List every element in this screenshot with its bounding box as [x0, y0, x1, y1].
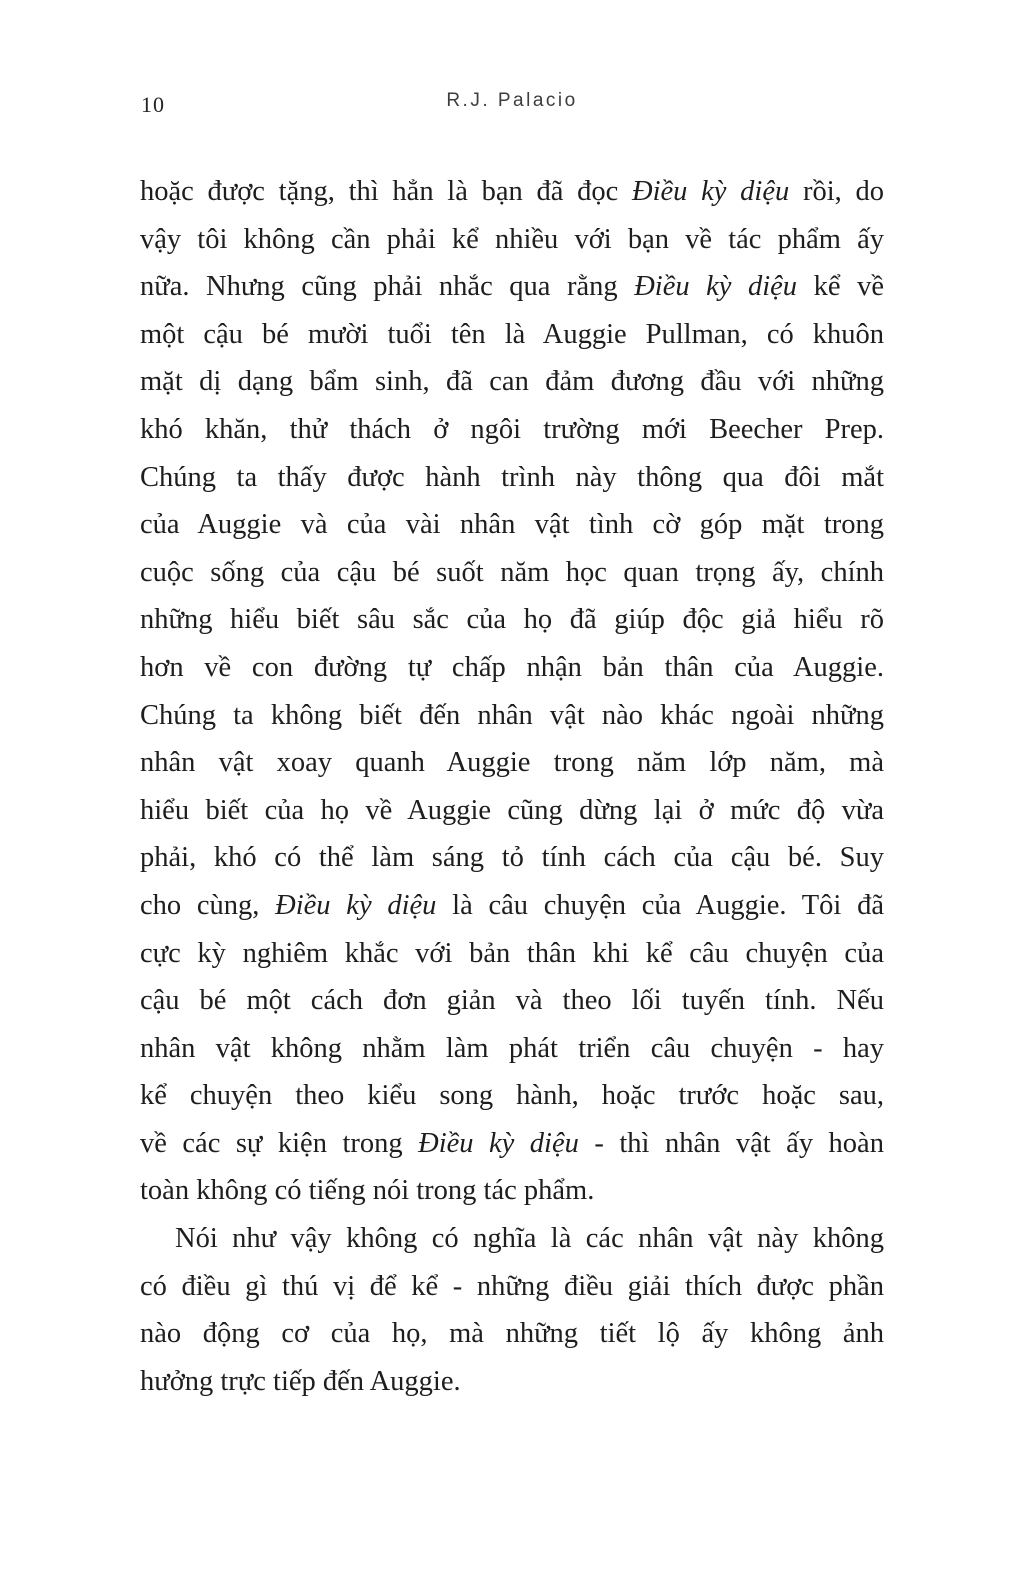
text-line — [140, 882, 884, 930]
text-run: rồi, do — [789, 176, 884, 207]
text-run: là câu chuyện của Auggie. Tôi đã — [436, 889, 884, 921]
text-line — [140, 739, 884, 787]
text-line — [140, 311, 884, 359]
page-number: 10 — [141, 92, 165, 117]
text-line — [140, 1120, 884, 1168]
text-line — [140, 216, 884, 264]
text-line — [140, 596, 884, 644]
text-line — [140, 1025, 884, 1073]
text-line — [140, 168, 884, 216]
text-run: Chúng ta không biết đến nhân vật nào khác ngoài những — [140, 699, 884, 731]
text-line — [140, 501, 884, 549]
text-run: một cậu bé mười tuổi tên là Auggie Pullman, có khuôn — [140, 318, 884, 350]
text-run: kể về — [797, 271, 884, 303]
book-title-italic: Điều kỳ diệu — [632, 176, 790, 207]
text-run: có điều gì thú vị để kể - những điều giải thích được phần — [140, 1270, 884, 1302]
text-run: nhân vật không nhằm làm phát triển câu chuyện - hay — [140, 1032, 884, 1064]
text-line — [140, 358, 884, 406]
page-header — [0, 90, 1024, 122]
text-line — [140, 1263, 884, 1311]
text-run: Nói như vậy không có nghĩa là các nhân vật này không — [175, 1223, 884, 1255]
body-text — [140, 168, 884, 1405]
text-run: - thì nhân vật ấy hoàn — [578, 1127, 884, 1159]
text-run: về các sự kiện trong — [140, 1127, 419, 1159]
text-line — [140, 1167, 884, 1215]
text-run: nào động cơ của họ, mà những tiết lộ ấy không ảnh — [140, 1318, 884, 1350]
text-line — [140, 406, 884, 454]
text-line — [140, 549, 884, 597]
text-run: hơn về con đường tự chấp nhận bản thân của Auggie. — [140, 651, 884, 683]
book-title-italic: Điều kỳ diệu — [418, 1127, 579, 1159]
text-line — [140, 1215, 884, 1263]
text-line — [140, 787, 884, 835]
text-line — [140, 692, 884, 740]
text-run: hiểu biết của họ về Auggie cũng dừng lại ở mức độ vừa — [140, 794, 884, 826]
running-head: R.J. Palacio — [446, 90, 578, 111]
paragraph — [140, 1215, 884, 1405]
text-run: kể chuyện theo kiểu song hành, hoặc trước hoặc sau, — [140, 1080, 884, 1112]
text-line — [140, 1072, 884, 1120]
text-line — [140, 834, 884, 882]
text-run: hưởng trực tiếp đến Auggie. — [140, 1365, 461, 1397]
text-line — [140, 977, 884, 1025]
text-line — [140, 930, 884, 978]
text-run: cuộc sống của cậu bé suốt năm học quan trọng ấy, chính — [140, 556, 884, 588]
text-run: những hiểu biết sâu sắc của họ đã giúp độc giả hiểu rõ — [140, 604, 884, 636]
text-run: của Auggie và của vài nhân vật tình cờ góp mặt trong — [140, 509, 884, 541]
text-run: toàn không có tiếng nói trong tác phẩm. — [140, 1175, 595, 1207]
text-run: khó khăn, thử thách ở ngôi trường mới Beecher Prep. — [140, 413, 884, 445]
text-run: vậy tôi không cần phải kể nhiều với bạn về tác phẩm ấy — [140, 223, 884, 255]
text-run: nhân vật xoay quanh Auggie trong năm lớp năm, mà — [140, 747, 884, 779]
text-line — [140, 1310, 884, 1358]
text-run: cho cùng, — [140, 889, 276, 921]
book-title-italic: Điều kỳ diệu — [275, 889, 437, 921]
text-run: cậu bé một cách đơn giản và theo lối tuyến tính. Nếu — [140, 985, 884, 1017]
text-line — [140, 263, 884, 311]
text-run: Chúng ta thấy được hành trình này thông qua đôi mắt — [140, 461, 884, 493]
paragraph — [140, 168, 884, 1215]
text-line — [140, 454, 884, 502]
text-run: cực kỳ nghiêm khắc với bản thân khi kể câu chuyện của — [140, 937, 884, 969]
text-run: phải, khó có thể làm sáng tỏ tính cách của cậu bé. Suy — [140, 842, 884, 874]
text-run: mặt dị dạng bẩm sinh, đã can đảm đương đầu với những — [140, 366, 884, 398]
text-line — [140, 644, 884, 692]
book-title-italic: Điều kỳ diệu — [634, 271, 798, 303]
text-line — [140, 1358, 884, 1406]
text-run: nữa. Nhưng cũng phải nhắc qua rằng — [140, 271, 635, 303]
text-run: hoặc được tặng, thì hẳn là bạn đã đọc — [140, 176, 632, 207]
